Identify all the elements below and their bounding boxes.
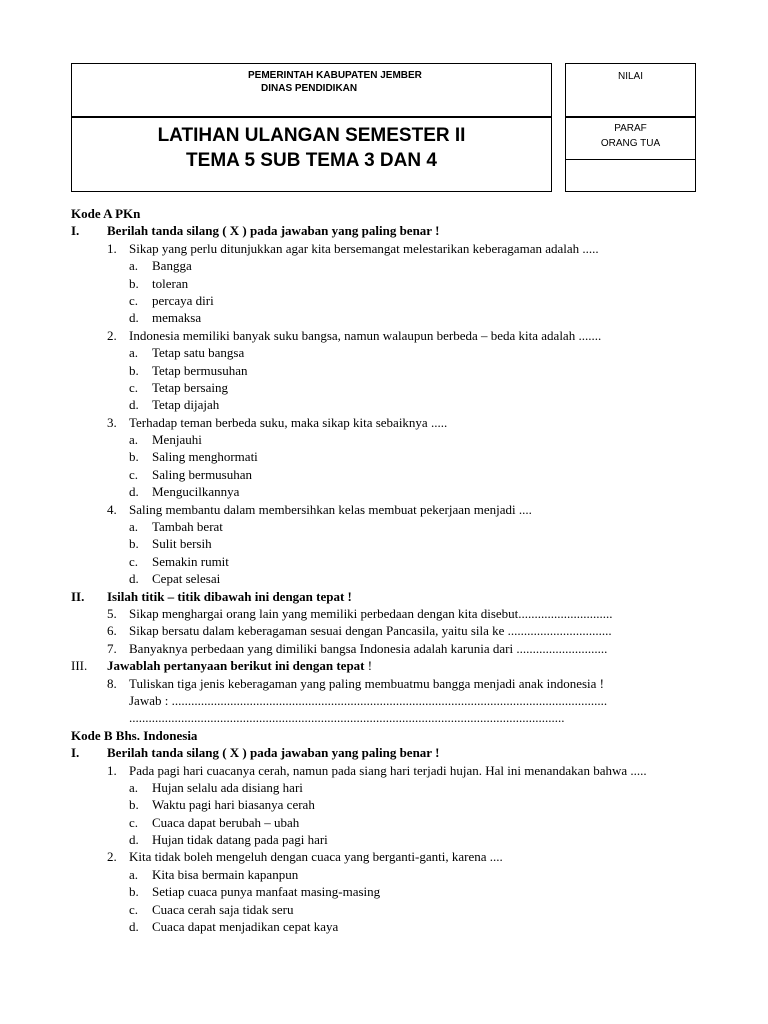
instruction-text: Berilah tanda silang ( X ) pada jawaban yang paling benar !: [107, 745, 440, 761]
exam-subtitle: TEMA 5 SUB TEMA 3 DAN 4: [186, 150, 437, 171]
instruction-row: [71, 588, 697, 605]
option-b[interactable]: b. Setiap cuaca punya manfaat masing-masing: [129, 884, 381, 900]
instruction-text: Isilah titik – titik dibawah ini dengan tepat !: [107, 588, 352, 604]
option-b[interactable]: b. toleran: [129, 275, 189, 291]
option-d[interactable]: d. Cepat selesai: [129, 571, 221, 587]
parent-signature-header: [566, 118, 695, 160]
instruction-row: [71, 744, 697, 761]
roman-numeral: I.: [71, 223, 80, 239]
option-d[interactable]: d. memaksa: [129, 310, 202, 326]
option-a[interactable]: a. Kita bisa bermain kapanpun: [129, 866, 299, 882]
option-d[interactable]: d. Tetap dijajah: [129, 397, 220, 413]
question-2: 2. Indonesia memiliki banyak suku bangsa, namun walaupun berbeda – beda kita adalah .......: [107, 327, 602, 343]
score-label: NILAI: [617, 71, 643, 82]
question-6: 6. Sikap bersatu dalam keberagaman sesuai dengan Pancasila, yaitu sila ke ................................: [107, 623, 612, 639]
option-b[interactable]: b. Waktu pagi hari biasanya cerah: [129, 797, 315, 813]
parent-signature-label-2: ORANG TUA: [600, 138, 661, 149]
header-title-box: [71, 117, 552, 192]
option-c[interactable]: c. Tetap bersaing: [129, 379, 228, 395]
instruction-row: [71, 222, 697, 239]
question-8: 8. Tuliskan tiga jenis keberagaman yang paling membuatmu bangga menjadi anak indonesia !: [107, 675, 604, 691]
roman-numeral: III.: [71, 658, 88, 674]
option-c[interactable]: c. percaya diri: [129, 292, 214, 308]
section-title-pkn: Kode A PKn: [71, 206, 141, 221]
roman-numeral: I.: [71, 745, 80, 761]
option-c[interactable]: c. Semakin rumit: [129, 553, 229, 569]
option-c[interactable]: c. Cuaca dapat berubah – ubah: [129, 814, 300, 830]
option-d[interactable]: d. Mengucilkannya: [129, 484, 240, 500]
option-a[interactable]: a. Menjauhi: [129, 432, 202, 448]
instruction-text: Jawablah pertanyaan berikut ini dengan tepat !: [107, 658, 373, 674]
option-a[interactable]: a. Tambah berat: [129, 519, 223, 535]
government-name: PEMERINTAH KABUPATEN JEMBER: [248, 70, 422, 81]
option-a[interactable]: a. Hujan selalu ada disiang hari: [129, 779, 303, 795]
question-1: 1. Pada pagi hari cuacanya cerah, namun pada siang hari terjadi hujan. Hal ini menandakan bahwa .....: [71, 762, 697, 779]
parent-signature-box: [565, 117, 696, 192]
question-4: 4. Saling membantu dalam membersihkan kelas membuat pekerjaan menjadi ....: [107, 501, 532, 517]
question-text: Pada pagi hari cuacanya cerah, namun pada siang hari terjadi hujan. Hal ini menandakan bahwa .....: [129, 762, 647, 778]
instruction-text: Berilah tanda silang ( X ) pada jawaban yang paling benar !: [107, 223, 440, 239]
exam-content: [71, 205, 697, 935]
option-c[interactable]: c. Saling bermusuhan: [129, 466, 253, 482]
option-a[interactable]: a. Bangga: [129, 258, 192, 274]
section-title-bahasa-indonesia: Kode B Bhs. Indonesia: [71, 727, 198, 743]
question-3: 3. Terhadap teman berbeda suku, maka sikap kita sebaiknya .....: [107, 414, 448, 430]
parent-signature-label-1: PARAF: [614, 123, 647, 134]
answer-line[interactable]: Jawab : ......................................................................................................................................: [129, 692, 608, 708]
question-1: 1. Sikap yang perlu ditunjukkan agar kita bersemangat melestarikan keberagaman adalah .....: [107, 240, 599, 256]
option-c[interactable]: c. Cuaca cerah saja tidak seru: [129, 901, 294, 917]
roman-numeral: II.: [71, 588, 85, 604]
option-a[interactable]: a. Tetap satu bangsa: [129, 345, 245, 361]
answer-line[interactable]: ......................................................................................................................................: [129, 710, 565, 726]
question-7: 7. Banyaknya perbedaan yang dimiliki bangsa Indonesia adalah karunia dari ............................: [107, 640, 608, 656]
option-d[interactable]: d. Cuaca dapat menjadikan cepat kaya: [129, 919, 339, 935]
department-name: DINAS PENDIDIKAN: [261, 83, 358, 94]
score-box: [565, 63, 696, 117]
exam-title: LATIHAN ULANGAN SEMESTER II: [157, 125, 466, 146]
question-2: 2. Kita tidak boleh mengeluh dengan cuaca yang berganti-ganti, karena ....: [107, 849, 503, 865]
question-5: 5. Sikap menghargai orang lain yang memiliki perbedaan dengan kita disebut.............................: [107, 605, 613, 621]
instruction-row: [71, 657, 697, 674]
header-government-box: [71, 63, 552, 117]
option-b[interactable]: b. Tetap bermusuhan: [129, 362, 248, 378]
option-d[interactable]: d. Hujan tidak datang pada pagi hari: [129, 832, 328, 848]
option-b[interactable]: b. Saling menghormati: [129, 449, 258, 465]
option-b[interactable]: b. Sulit bersih: [129, 536, 212, 552]
